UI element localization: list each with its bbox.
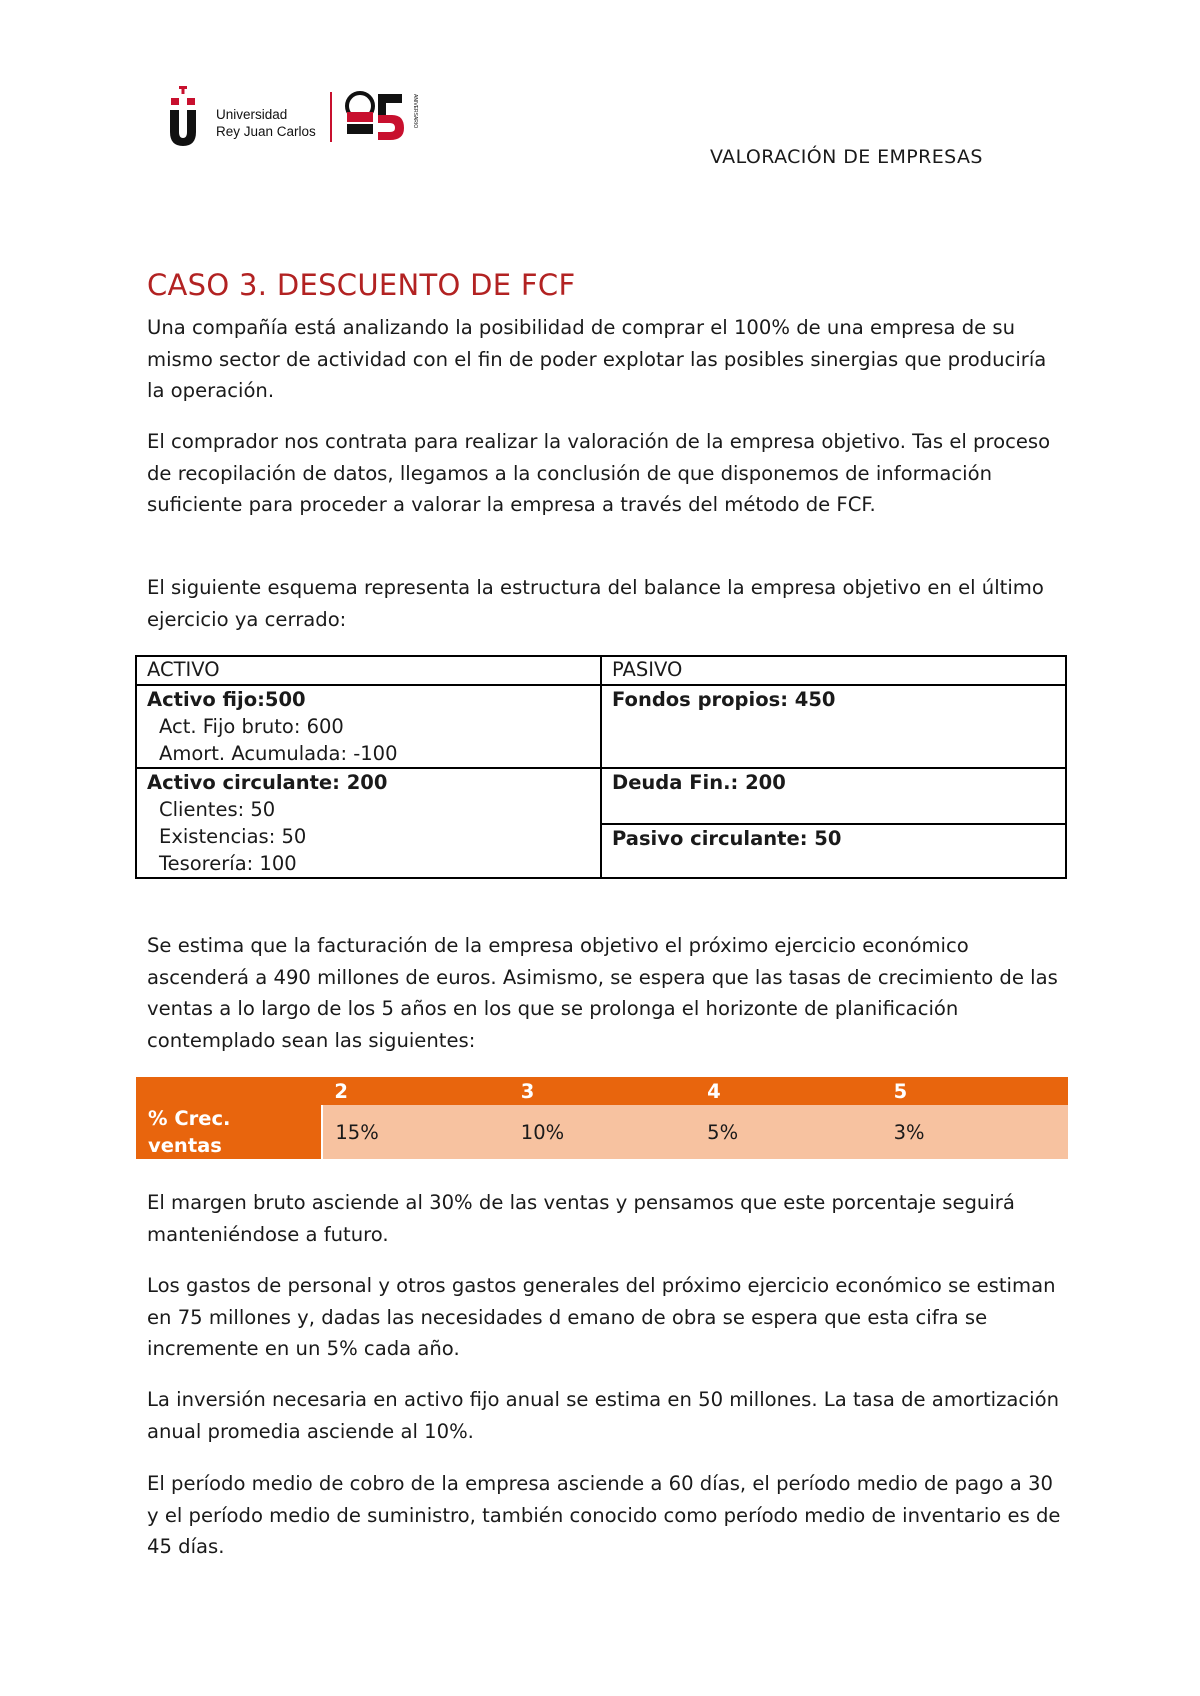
growth-table: [136, 1077, 1068, 1159]
paragraph-intro: Una compañía está analizando la posibilidad de comprar el 100% de una empresa de su mismo sector de actividad con el fin de poder explotar las posibles sinergias que produciría la operación.: [147, 316, 1047, 403]
anniversary-25-icon: [340, 90, 420, 144]
fondos-propios-cell: [601, 685, 1066, 768]
university-logo: [168, 84, 428, 150]
pasivo-header: PASIVO: [601, 656, 1066, 685]
growth-year: 3: [509, 1077, 695, 1105]
growth-value: 15%: [322, 1105, 508, 1159]
anniversary-text: ANIVERSARIO: [412, 94, 418, 129]
growth-header-empty: [136, 1077, 322, 1105]
paragraph-balance-intro: El siguiente esquema representa la estructura del balance la empresa objetivo en el último ejercicio ya cerrado:: [147, 576, 1044, 631]
existencias: Existencias: 50: [159, 825, 307, 848]
growth-value: 3%: [882, 1105, 1068, 1159]
growth-year: 5: [882, 1077, 1068, 1105]
balance-header-row: [136, 656, 1066, 685]
activo-circulante-cell: [136, 768, 601, 878]
deuda-fin-label: Deuda Fin.: 200: [612, 771, 786, 794]
paragraph-fixed-investment: La inversión necesaria en activo fijo anual se estima en 50 millones. La tasa de amortización anual promedia asciende al 10%.: [147, 1388, 1059, 1443]
pasivo-circulante-label: Pasivo circulante: 50: [612, 827, 842, 850]
university-name: [216, 106, 316, 140]
growth-values-row: [136, 1105, 1068, 1159]
logo-divider: [330, 92, 332, 142]
balance-row-fixed: [136, 685, 1066, 768]
paragraph-personnel-costs: Los gastos de personal y otros gastos generales del próximo ejercicio económico se estiman en 75 millones y, dadas las necesidades d emano de obra se espera que esta cifra se incremente en un 5% cada año.: [147, 1274, 1056, 1361]
paragraph-working-capital: El período medio de cobro de la empresa asciende a 60 días, el período medio de pago a 30 y el período medio de suministro, también conocido como período medio de inventario es de 45 días.: [147, 1472, 1061, 1559]
growth-value: 10%: [509, 1105, 695, 1159]
growth-row-label: % Crec. ventas: [136, 1105, 322, 1159]
university-u-icon: [168, 86, 198, 146]
deuda-fin-cell: [601, 768, 1066, 824]
pasivo-circulante-cell: [601, 824, 1066, 878]
activo-header: ACTIVO: [136, 656, 601, 685]
balance-table: [135, 655, 1067, 879]
growth-year: 2: [322, 1077, 508, 1105]
paragraph-gross-margin: El margen bruto asciende al 30% de las ventas y pensamos que este porcentaje seguirá manteniéndose a futuro.: [147, 1191, 1015, 1246]
university-name-line2: Rey Juan Carlos: [216, 124, 316, 139]
paragraph-sales-forecast: Se estima que la facturación de la empresa objetivo el próximo ejercicio económico ascenderá a 490 millones de euros. Asimismo, se espera que las tasas de crecimiento de las ventas a lo largo de los 5 años en los que se prolonga el horizonte de planificación contemplado sean las siguientes:: [147, 934, 1058, 1052]
university-name-line1: Universidad: [216, 107, 288, 122]
activo-circulante-label: Activo circulante: 200: [147, 771, 388, 794]
act-fijo-bruto: Act. Fijo bruto: 600: [159, 715, 344, 738]
growth-value: 5%: [695, 1105, 881, 1159]
activo-fijo-cell: [136, 685, 601, 768]
paragraph-buyer: El comprador nos contrata para realizar la valoración de la empresa objetivo. Tas el proceso de recopilación de datos, llegamos a la conclusión de que disponemos de información suficiente para proceder a valorar la empresa a través del método de FCF.: [147, 430, 1051, 517]
growth-year: 4: [695, 1077, 881, 1105]
growth-header-row: [136, 1077, 1068, 1105]
tesoreria: Tesorería: 100: [159, 852, 297, 875]
case-title: CASO 3. DESCUENTO DE FCF: [147, 268, 576, 302]
fondos-propios-label: Fondos propios: 450: [612, 688, 836, 711]
activo-fijo-label: Activo fijo:500: [147, 688, 306, 711]
amort-acumulada: Amort. Acumulada: -100: [159, 742, 398, 765]
header-title: VALORACIÓN DE EMPRESAS: [710, 146, 983, 168]
balance-row-circulante-1: [136, 768, 1066, 824]
clientes: Clientes: 50: [159, 798, 276, 821]
